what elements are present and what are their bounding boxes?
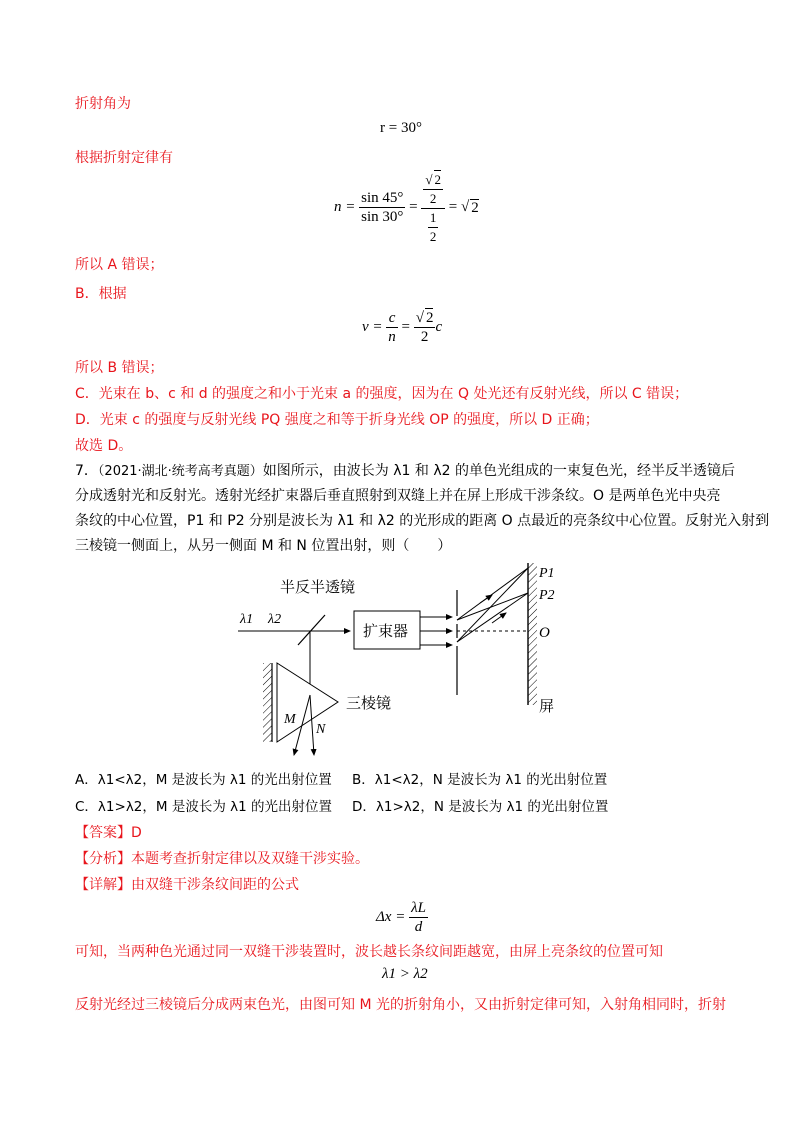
question-7 xyxy=(75,459,770,559)
p1-label: P1 xyxy=(539,566,555,581)
o-label: O xyxy=(539,625,550,641)
n-label: N xyxy=(316,722,326,737)
equation-r xyxy=(380,120,422,137)
lambda2-label: λ2 xyxy=(268,612,282,627)
question-text-1: 如图所示，由波长为 λ1 和 λ2 的单色光组成的一束复色光，经半反半透镜后 xyxy=(262,463,735,479)
solution-line-law: 根据折射定律有 xyxy=(75,150,173,166)
equation-n-two: 2 xyxy=(429,190,437,206)
m-label: M xyxy=(284,712,296,727)
question-line-2: 分成透射光和反射光。透射光经扩束器后垂直照射到双缝上并在屏上形成干涉条纹。O 是两单色光中央亮 xyxy=(75,488,721,504)
arrow-ray-p1 xyxy=(480,595,492,603)
equation-v-sqrt-fraction: $\frac{√ 2}{2}$ xyxy=(415,310,434,345)
equation-v-two: 2 xyxy=(420,329,429,345)
mirror-label: 半反半透镜 xyxy=(280,580,356,596)
equation-v-fraction xyxy=(386,309,398,346)
question-line-1 xyxy=(75,459,735,484)
question-line-3: 条纹的中心位置，P1 和 P2 分别是波长为 λ1 和 λ2 的光形成的距离 O 点最近的亮条纹中心位置。反射光入射到 xyxy=(75,513,770,529)
ray-s1-p1 xyxy=(457,568,528,620)
equation-v-sqrt2: 2 xyxy=(425,310,434,326)
equation-v-n: n xyxy=(388,328,396,345)
equation-delta-x-num: λL xyxy=(411,899,426,916)
screen-hatching xyxy=(528,563,537,705)
screen-label: 屏 xyxy=(539,699,555,715)
equation-n-sin30: sin 30° xyxy=(361,209,404,225)
equation-delta-x-fraction xyxy=(409,899,428,936)
equation-r-text: r = 30° xyxy=(380,120,422,136)
equation-v-c: c xyxy=(386,309,398,328)
equation-v: v = $\frac{c}{n}$ = $\frac{√ 2}{2}$ c xyxy=(362,309,443,345)
equation-v-c2: c xyxy=(435,318,443,335)
equation-v-lhs: v = xyxy=(362,318,383,335)
lambda1-label: λ1 xyxy=(240,612,254,627)
question-source: （2021·湖北·统考高考真题） xyxy=(97,464,263,479)
option-d: D．λ1>λ2，N 是波长为 λ1 的光出射位置 xyxy=(352,799,609,815)
prism-label: 三棱镜 xyxy=(346,696,392,712)
option-c: C．λ1>λ2，M 是波长为 λ1 的光出射位置 xyxy=(75,799,332,815)
solution-line-prism: 反射光经过三棱镜后分成两束色光，由图可知 M 光的折射角小，又由折射定律可知，入射角相同时，折射 xyxy=(75,997,726,1013)
equation-n-sqrt2: 2 xyxy=(434,171,441,187)
ray-s1-p2 xyxy=(457,593,528,620)
equation-n-lhs: n = xyxy=(334,199,356,215)
detail-line: 【详解】由双缝干涉条纹间距的公式 xyxy=(75,877,299,893)
solution-line-choose-d: 故选 D。 xyxy=(75,438,133,454)
solution-line-refraction-angle: 折射角为 xyxy=(75,96,131,112)
option-b: B．λ1<λ2，N 是波长为 λ1 的光出射位置 xyxy=(352,772,608,788)
solution-line-a-wrong: 所以 A 错误； xyxy=(75,257,164,273)
equation-n-bottom xyxy=(421,209,445,246)
analysis-line: 【分析】本题考查折射定律以及双缝干涉实验。 xyxy=(75,851,369,867)
equation-n-sin45: sin 45° xyxy=(361,190,404,206)
equation-n-one: 1 xyxy=(428,209,439,228)
equation-delta-x-den: d xyxy=(414,918,423,935)
equation-n-result: 2 xyxy=(471,199,479,216)
solution-line-conclusion: 可知，当两种色光通过同一双缝干涉装置时，波长越长条纹间距越宽，由屏上亮条纹的位置可知 xyxy=(75,944,663,960)
prism-wall-hatching xyxy=(263,663,272,742)
equation-delta-x xyxy=(376,896,428,938)
equation-n-top: $\frac{√ 2}{2}$ xyxy=(421,170,445,209)
equation-n: n = $\frac{\sin 45^\circ}{\sin 30^\circ}$ = $\frac{\frac{√ 2}{2}}{\frac{1}{2}}$ = √ 2 xyxy=(334,171,479,244)
optics-diagram xyxy=(230,555,590,765)
equation-lambda-compare: λ1 > λ2 xyxy=(382,966,428,982)
equation-n-sin-fraction xyxy=(359,189,405,226)
solution-line-b-wrong: 所以 B 错误； xyxy=(75,360,164,376)
arrow-ray-p2 xyxy=(492,613,506,623)
equation-n-compound-fraction xyxy=(421,170,445,246)
equation-delta-x-lhs: Δx = xyxy=(376,908,406,925)
question-number: 7． xyxy=(75,463,98,479)
solution-line-d: D．光束 c 的强度与反射光线 PQ 强度之和等于折身光线 OP 的强度，所以 D 正确； xyxy=(75,412,599,428)
p2-label: P2 xyxy=(539,588,555,603)
option-a: A．λ1<λ2，M 是波长为 λ1 的光出射位置 xyxy=(75,772,332,788)
solution-line-b: B．根据 xyxy=(75,286,127,302)
ray-s2-p2 xyxy=(457,593,528,642)
equation-n-two-b: 2 xyxy=(429,228,437,244)
answer-line: 【答案】D xyxy=(75,825,142,841)
half-mirror xyxy=(298,615,325,645)
question-line-4: 三棱镜一侧面上，从另一侧面 M 和 N 位置出射，则（ ） xyxy=(75,538,452,554)
solution-line-c: C．光束在 b、c 和 d 的强度之和小于光束 a 的强度，因为在 Q 处光还有反射光线，所以 C 错误； xyxy=(75,386,689,402)
expander-label: 扩束器 xyxy=(363,624,409,640)
